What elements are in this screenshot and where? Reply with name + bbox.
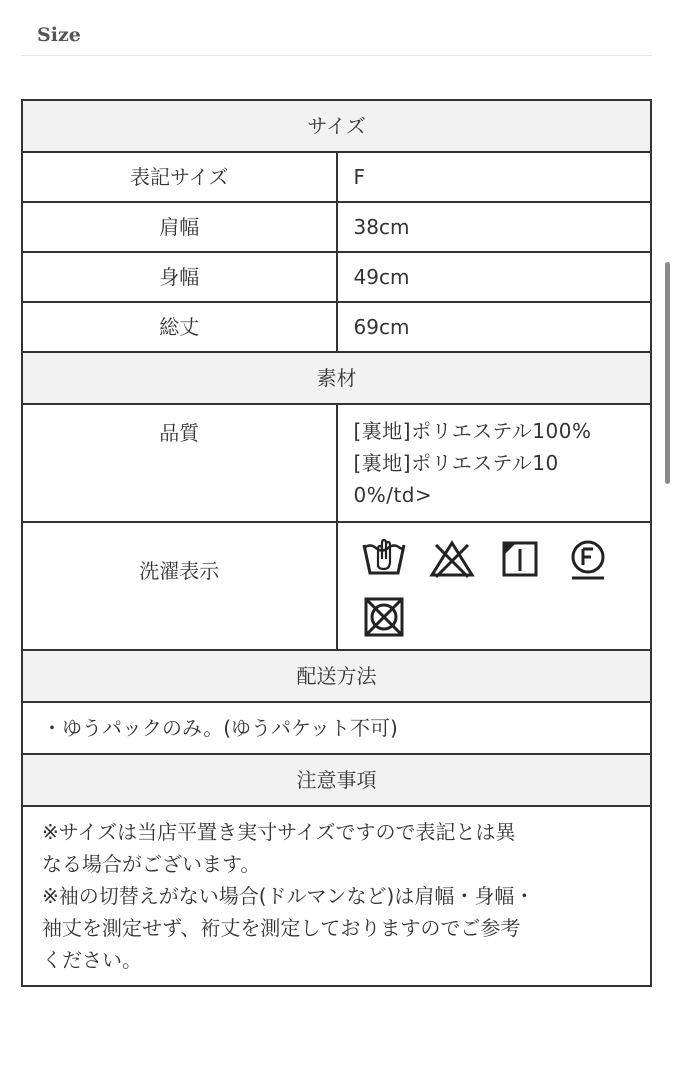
size-table [21,99,652,987]
washing-icons [337,522,652,650]
size-header: サイズ [22,100,651,152]
quality-value [337,404,652,522]
section-title: Size [37,24,81,46]
table-row [22,302,651,352]
notes-line: ※サイズは当店平置き実寸サイズですので表記とは異 [42,820,516,844]
material-header: 素材 [22,352,651,404]
notes-line: 袖丈を測定せず、裄丈を測定しておりますのでご参考 [42,916,521,940]
dry-flat-shade-icon [496,535,544,583]
row-value-length: 69cm [337,302,652,352]
table-row [22,202,651,252]
row-label-width: 身幅 [22,252,337,302]
row-label-length: 総丈 [22,302,337,352]
row-label-shoulder: 肩幅 [22,202,337,252]
title-divider [21,55,652,56]
row-value-size: F [337,152,652,202]
table-row [22,152,651,202]
quality-label: 品質 [22,404,337,522]
quality-line: [裏地]ポリエステル10 [353,451,559,475]
hand-wash-icon [360,535,408,583]
no-tumble-dry-icon [360,593,408,641]
table-row [22,252,651,302]
notes-text [22,806,651,986]
notes-line: なる場合がございます。 [42,852,261,876]
row-label-size: 表記サイズ [22,152,337,202]
dry-clean-f-icon [564,535,612,583]
notes-line: ※袖の切替えがない場合(ドルマンなど)は肩幅・身幅・ [42,884,535,908]
quality-line: [裏地]ポリエステル100% [353,419,592,443]
table-row [22,522,651,650]
no-bleach-icon [428,535,476,583]
notes-header: 注意事項 [22,754,651,806]
notes-line: ください。 [42,948,142,972]
row-value-shoulder: 38cm [337,202,652,252]
shipping-header: 配送方法 [22,650,651,702]
shipping-text: ・ゆうパックのみ。(ゆうパケット不可) [22,702,651,754]
washing-label: 洗濯表示 [22,522,337,650]
scrollbar-thumb[interactable] [665,262,670,484]
quality-line: 0%/td> [353,483,433,507]
row-value-width: 49cm [337,252,652,302]
table-row [22,404,651,522]
